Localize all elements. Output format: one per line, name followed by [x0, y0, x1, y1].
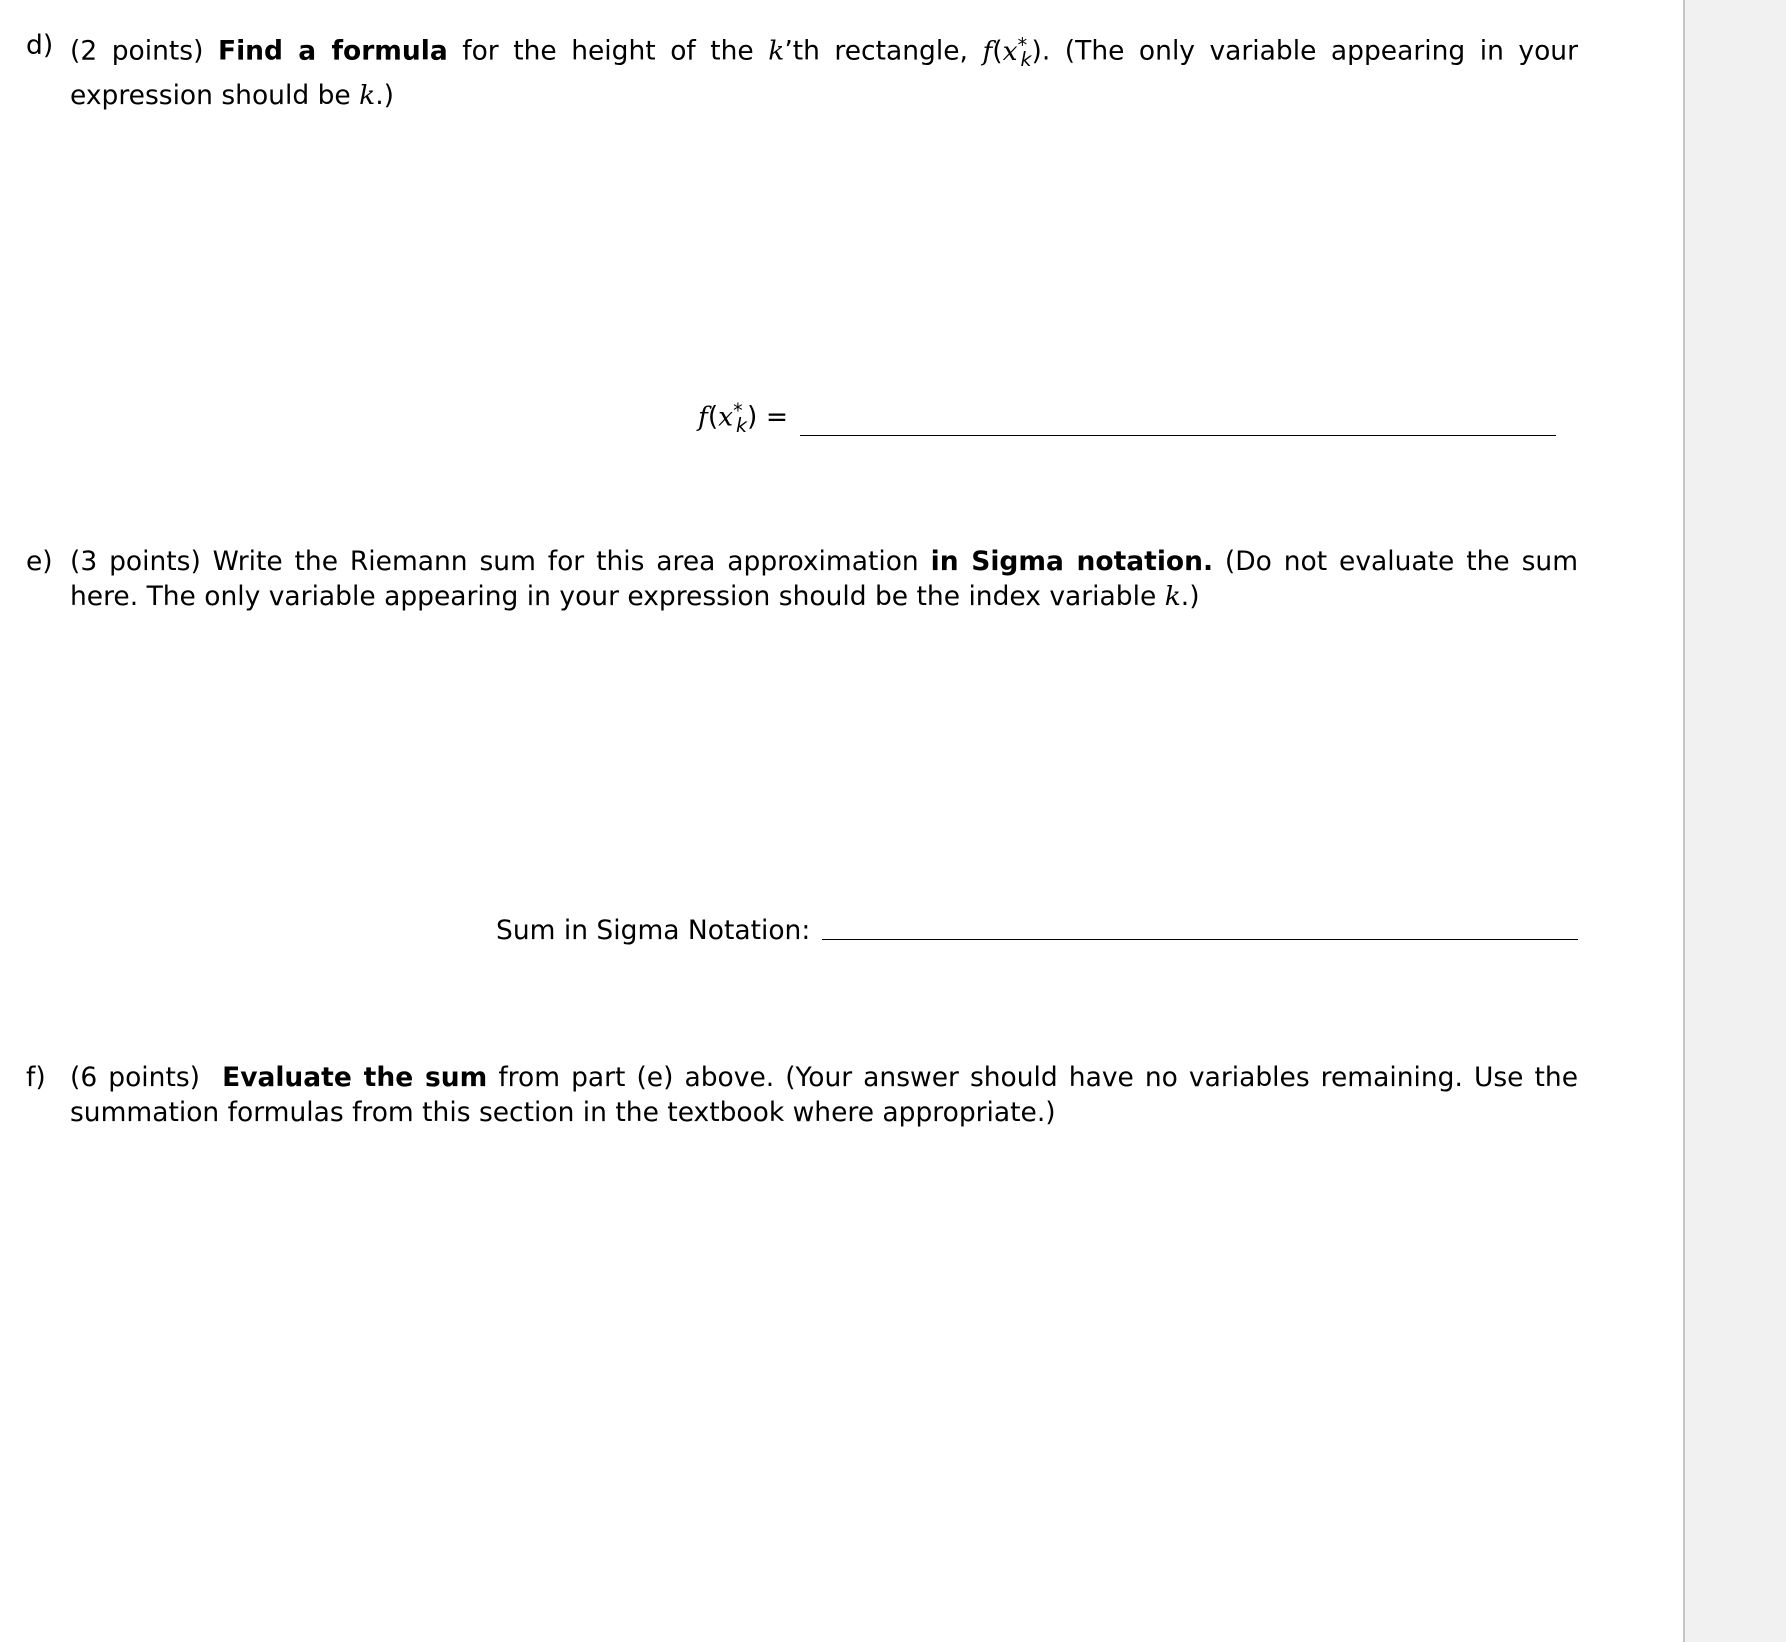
math-k: k [359, 79, 376, 111]
side-panel [1683, 0, 1786, 1642]
question-d-number: d) [26, 30, 54, 61]
question-e-text-1: Write the Riemann sum for this area approximation [200, 546, 931, 577]
math-sub-k: k [735, 414, 748, 437]
question-f-bold: Evaluate the sum [222, 1062, 488, 1093]
math-x: x [1002, 35, 1018, 67]
math-k: k [768, 35, 785, 67]
question-d-text-3: . (The only variable appearing in your expression should be [70, 35, 1578, 111]
equals-sign: = [765, 401, 789, 433]
math-x: x [718, 401, 734, 433]
question-e [26, 544, 1578, 614]
answer-d-blank[interactable] [800, 434, 1556, 436]
question-e-points: (3 points) [70, 546, 201, 577]
question-d-points: (2 points) [70, 35, 204, 67]
question-d-text-4: .) [375, 79, 394, 111]
question-d-text-1: for the height of the [447, 35, 769, 67]
question-e-text-3: .) [1180, 581, 1200, 612]
math-star: * [733, 400, 743, 422]
question-e-text [70, 544, 1578, 614]
answer-d-row [698, 394, 1556, 444]
answer-e-label: Sum in Sigma Notation: [496, 915, 811, 946]
math-star: * [1017, 34, 1028, 56]
question-f-text [70, 1060, 1578, 1130]
question-f-text-1: from part (e) above. (Your answer should have no variables remaining. Use the summation formulas from this section in the textbook where appropriate.) [70, 1062, 1578, 1128]
question-e-number: e) [26, 546, 53, 577]
question-f-points: (6 points) [70, 1062, 200, 1093]
question-e-bold: in Sigma notation. [930, 546, 1214, 577]
answer-d-label: $f(x^*_k)$ = [698, 400, 789, 437]
math-sub-k: k [1020, 48, 1032, 71]
answer-e-blank[interactable] [822, 938, 1578, 940]
math-f-of-xk: $f(x^*_k)$ [982, 34, 1042, 71]
question-d-text [70, 28, 1578, 113]
question-d-bold: Find a formula [217, 35, 448, 67]
question-d-text-2: ’th rectangle, [784, 35, 983, 67]
question-e-text-2: (Do not evaluate the sum here. The only variable appearing in your expression should be the index variable [70, 546, 1579, 612]
answer-e-row [496, 913, 1578, 948]
math-k: k [1164, 581, 1181, 612]
math-f: f [982, 35, 993, 67]
math-f: f [698, 401, 708, 433]
question-f [26, 1060, 1578, 1130]
question-d [26, 28, 1578, 113]
question-f-number: f) [26, 1062, 46, 1093]
